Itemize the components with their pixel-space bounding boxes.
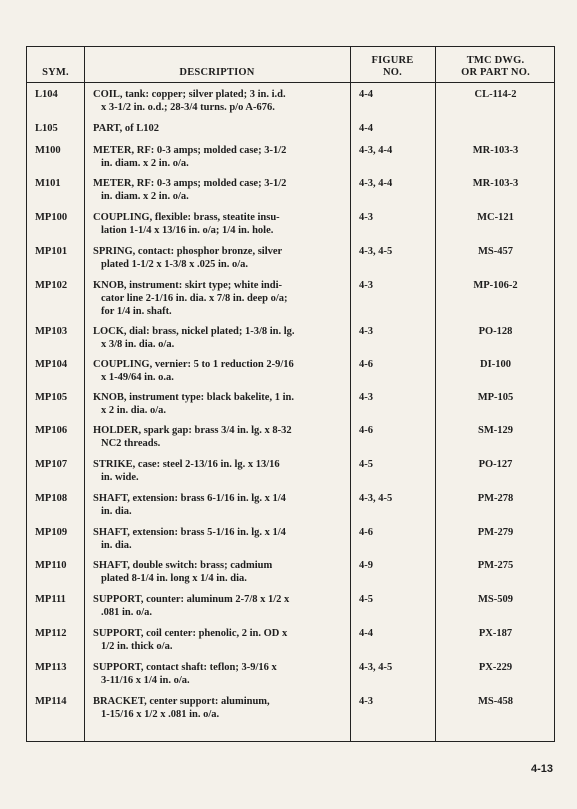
cell-part-number: MS-457 (478, 246, 513, 257)
description-line: HOLDER, spark gap: brass 3/4 in. lg. x 8-32 (93, 425, 292, 436)
cell-figure: 4-3, 4-5 (359, 662, 393, 673)
cell-sym: MP113 (35, 662, 67, 673)
cell-part-number: MS-458 (478, 696, 513, 707)
header-description: DESCRIPTION (179, 67, 255, 78)
cell-description (93, 279, 345, 318)
cell-description (93, 325, 345, 351)
cell-description (93, 526, 345, 552)
cell-part-number: MP-105 (477, 392, 514, 403)
description-line: x 3/8 in. dia. o/a. (101, 339, 175, 350)
cell-part-number: DI-100 (480, 359, 511, 370)
description-line: lation 1-1/4 x 13/16 in. o/a; 1/4 in. hole. (101, 225, 274, 236)
cell-sym: MP108 (35, 493, 68, 504)
description-line: x 1-49/64 in. o.a. (101, 372, 174, 383)
cell-figure: 4-5 (359, 459, 373, 470)
description-line: COUPLING, vernier: 5 to 1 reduction 2-9/16 (93, 359, 294, 370)
cell-figure: 4-3 (359, 696, 373, 707)
header-sym: SYM. (42, 67, 69, 78)
cell-figure: 4-4 (359, 89, 373, 100)
header-figure (350, 55, 435, 79)
cell-description (93, 358, 345, 384)
cell-description (93, 492, 345, 518)
cell-sym: MP104 (35, 359, 68, 370)
cell-sym: MP105 (35, 392, 68, 403)
cell-sym: MP110 (35, 560, 67, 571)
cell-figure: 4-5 (359, 594, 373, 605)
cell-sym: MP106 (35, 425, 68, 436)
column-divider (350, 47, 351, 741)
cell-figure: 4-3 (359, 280, 373, 291)
cell-sym: MP109 (35, 527, 68, 538)
description-line: COIL, tank: copper; silver plated; 3 in. i.d. (93, 89, 286, 100)
description-line: plated 1-1/2 x 1-3/8 x .025 in. o/a. (101, 259, 249, 270)
cell-description (93, 458, 345, 484)
cell-description (93, 177, 345, 203)
description-line: for 1/4 in. shaft. (101, 306, 172, 317)
cell-sym: MP111 (35, 594, 66, 605)
description-line: 3-11/16 x 1/4 in. o/a. (101, 675, 190, 686)
description-line: NC2 threads. (101, 438, 161, 449)
description-line: in. dia. (101, 506, 132, 517)
cell-sym: MP107 (35, 459, 68, 470)
cell-part-number: MR-103-3 (472, 178, 519, 189)
cell-figure: 4-3 (359, 392, 373, 403)
description-line: SPRING, contact: phosphor bronze, silver (93, 246, 283, 257)
cell-part-number: MP-106-2 (473, 280, 518, 291)
description-line: x 3-1/2 in. o.d.; 28-3/4 turns. p/o A-676. (101, 102, 275, 113)
header-tmc-line1: TMC DWG. (466, 55, 525, 66)
description-line: in. diam. x 2 in. o/a. (101, 191, 189, 202)
description-line: PART, of L102 (93, 123, 160, 134)
cell-part-number: PM-279 (477, 527, 514, 538)
cell-part-number: CL-114-2 (474, 89, 517, 100)
description-line: LOCK, dial: brass, nickel plated; 1-3/8 in. lg. (93, 326, 295, 337)
cell-part-number: SM-129 (478, 425, 513, 436)
cell-sym: L105 (35, 123, 58, 134)
cell-part-number: PX-187 (478, 628, 513, 639)
header-rule (27, 82, 554, 83)
description-line: cator line 2-1/16 in. dia. x 7/8 in. deep o/a; (101, 293, 288, 304)
cell-part-number: MC-121 (477, 212, 514, 223)
description-line: in. wide. (101, 472, 139, 483)
description-line: SHAFT, double switch: brass; cadmium (93, 560, 273, 571)
header-figure-line2: NO. (383, 67, 402, 78)
cell-sym: MP112 (35, 628, 67, 639)
cell-figure: 4-3 (359, 212, 373, 223)
cell-figure: 4-6 (359, 527, 373, 538)
cell-sym: L104 (35, 89, 58, 100)
cell-sym: MP114 (35, 696, 67, 707)
description-line: in. dia. (101, 540, 132, 551)
cell-description (93, 144, 345, 170)
cell-figure: 4-9 (359, 560, 373, 571)
description-line: SUPPORT, coil center: phenolic, 2 in. OD x (93, 628, 288, 639)
header-figure-line1: FIGURE (371, 55, 414, 66)
cell-sym: MP100 (35, 212, 68, 223)
description-line: COUPLING, flexible: brass, steatite insu- (93, 212, 280, 223)
description-line: x 2 in. dia. o/a. (101, 405, 167, 416)
description-line: .081 in. o/a. (101, 607, 153, 618)
cell-figure: 4-3, 4-5 (359, 246, 393, 257)
description-line: plated 8-1/4 in. long x 1/4 in. dia. (101, 573, 247, 584)
description-line: 1-15/16 x 1/2 x .081 in. o/a. (101, 709, 220, 720)
cell-part-number: PM-275 (477, 560, 514, 571)
cell-description (93, 661, 345, 687)
cell-part-number: PX-229 (478, 662, 513, 673)
cell-figure: 4-4 (359, 123, 373, 134)
cell-description (93, 88, 345, 114)
description-line: METER, RF: 0-3 amps; molded case; 3-1/2 (93, 178, 287, 189)
column-divider (84, 47, 85, 741)
description-line: SHAFT, extension: brass 5-1/16 in. lg. x 1/4 (93, 527, 286, 538)
cell-figure: 4-3 (359, 326, 373, 337)
description-line: SHAFT, extension: brass 6-1/16 in. lg. x 1/4 (93, 493, 286, 504)
cell-description (93, 391, 345, 417)
cell-sym: MP101 (35, 246, 68, 257)
description-line: KNOB, instrument: skirt type; white indi- (93, 280, 282, 291)
description-line: STRIKE, case: steel 2-13/16 in. lg. x 13/16 (93, 459, 280, 470)
cell-description (93, 245, 345, 271)
cell-description (93, 593, 345, 619)
parts-table (26, 46, 555, 742)
header-tmc-line2: OR PART NO. (461, 67, 530, 78)
cell-description (93, 211, 345, 237)
cell-sym: M100 (35, 145, 61, 156)
cell-sym: MP102 (35, 280, 68, 291)
cell-figure: 4-6 (359, 425, 373, 436)
cell-description (93, 695, 345, 721)
cell-figure: 4-6 (359, 359, 373, 370)
header-tmc-part (435, 55, 556, 79)
cell-part-number: PO-127 (478, 459, 513, 470)
cell-sym: M101 (35, 178, 61, 189)
description-line: SUPPORT, counter: aluminum 2-7/8 x 1/2 x (93, 594, 290, 605)
description-line: BRACKET, center support: aluminum, (93, 696, 270, 707)
cell-part-number: MS-509 (478, 594, 513, 605)
description-line: SUPPORT, contact shaft: teflon; 3-9/16 x (93, 662, 277, 673)
description-line: 1/2 in. thick o/a. (101, 641, 173, 652)
cell-description (93, 559, 345, 585)
cell-description (93, 627, 345, 653)
cell-part-number: MR-103-3 (472, 145, 519, 156)
cell-figure: 4-3, 4-5 (359, 493, 393, 504)
page-number: 4-13 (530, 763, 553, 775)
cell-part-number: PO-128 (478, 326, 513, 337)
cell-description (93, 424, 345, 450)
description-line: in. diam. x 2 in. o/a. (101, 158, 189, 169)
description-line: METER, RF: 0-3 amps; molded case; 3-1/2 (93, 145, 287, 156)
cell-part-number: PM-278 (477, 493, 514, 504)
cell-description (93, 122, 345, 135)
cell-figure: 4-3, 4-4 (359, 178, 393, 189)
cell-figure: 4-4 (359, 628, 373, 639)
cell-figure: 4-3, 4-4 (359, 145, 393, 156)
cell-sym: MP103 (35, 326, 68, 337)
description-line: KNOB, instrument type: black bakelite, 1 in. (93, 392, 294, 403)
